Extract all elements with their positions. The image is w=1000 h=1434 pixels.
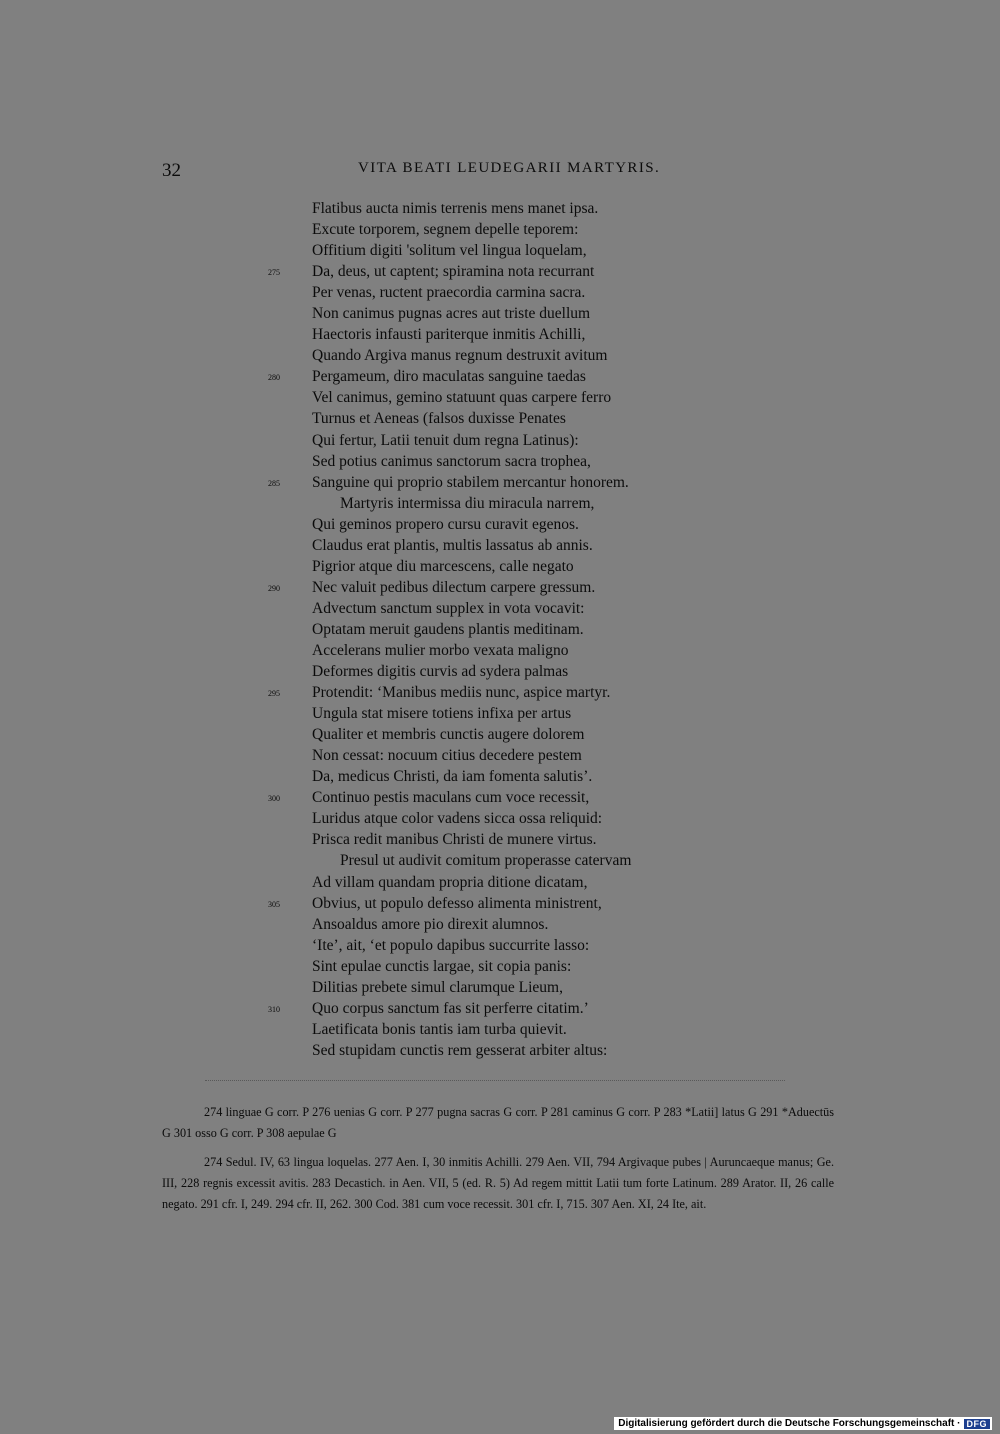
verse-line [0, 366, 1000, 387]
verse-text: Excute torporem, segnem depelle teporem: [312, 221, 579, 239]
verse-text: Presul ut audivit comitum properasse catervam [340, 852, 632, 870]
credit-text: Digitalisierung gefördert durch die Deutsche Forschungsgemeinschaft · [618, 1418, 961, 1429]
poem-verses [0, 198, 1000, 1061]
verse-text: Deformes digitis curvis ad sydera palmas [312, 663, 569, 681]
verse-text: Nec valuit pedibus dilectum carpere gressum. [312, 578, 596, 596]
verse-text: Ad villam quandam propria ditione dicatam, [312, 873, 588, 891]
verse-line [0, 914, 1000, 935]
verse-text: Offitium digiti 'solitum vel lingua loquelam, [312, 242, 587, 260]
line-number: 295 [268, 689, 280, 699]
verse-text: Qui fertur, Latii tenuit dum regna Latinus): [312, 431, 579, 449]
apparatus-criticus [162, 1102, 834, 1144]
verse-text: Sint epulae cunctis largae, sit copia panis: [312, 957, 572, 975]
verse-line [0, 408, 1000, 429]
verse-line [0, 956, 1000, 977]
verse-text: Da, medicus Christi, da iam fomenta salutis’. [312, 768, 593, 786]
page-number: 32 [162, 160, 181, 181]
running-title: VITA BEATI LEUDEGARII MARTYRIS. [358, 160, 661, 176]
verse-text: Da, deus, ut captent; spiramina nota recurrant [312, 263, 595, 281]
verse-line [0, 998, 1000, 1019]
verse-line [0, 577, 1000, 598]
verse-text: Laetificata bonis tantis iam turba quievit. [312, 1020, 567, 1038]
line-number: 285 [268, 478, 280, 488]
verse-line [0, 766, 1000, 787]
verse-text: Qualiter et membris cunctis augere dolorem [312, 726, 585, 744]
verse-text: Prisca redit manibus Christi de munere virtus. [312, 831, 597, 849]
verse-line [0, 324, 1000, 345]
footnote-separator [205, 1080, 785, 1082]
verse-text: Turnus et Aeneas (falsos duxisse Penates [312, 410, 566, 428]
line-number: 280 [268, 373, 280, 383]
digitization-credit [614, 1417, 992, 1430]
verse-line [0, 619, 1000, 640]
verse-text: Non canimus pugnas acres aut triste duellum [312, 305, 591, 323]
verse-line [0, 514, 1000, 535]
apparatus-fontium-text: 274 Sedul. IV, 63 lingua loquelas. 277 Aen. I, 30 inmitis Achilli. 279 Aen. VII, 794 Argivaque pubes | Auruncaeque manus; Ge. III, 228 regnis excessit avitis. 283 Decastich. in Aen. VII, 5 (ed. R. 5) Ad regem mittit Latii tum forte Latinum. 289 Arator. II, 26 calle negato. 291 cfr. I, 249. 294 cfr. II, 262. 300 Cod. 381 cum voce recessit. 301 cfr. I, 715. 307 Aen. XI, 24 Ite, ait. [162, 1155, 834, 1211]
line-number: 290 [268, 583, 280, 593]
verse-line [0, 661, 1000, 682]
verse-line [0, 850, 1000, 871]
verse-line [0, 829, 1000, 850]
verse-text: Quando Argiva manus regnum destruxit avitum [312, 347, 608, 365]
verse-text: Continuo pestis maculans cum voce recessit, [312, 789, 590, 807]
verse-text: Per venas, ructent praecordia carmina sacra. [312, 284, 586, 302]
verse-line [0, 745, 1000, 766]
verse-line [0, 451, 1000, 472]
verse-text: Obvius, ut populo defesso alimenta ministrent, [312, 894, 602, 912]
apparatus-criticus-text: 274 linguae G corr. P 276 uenias G corr. P 277 pugna sacras G corr. P 281 caminus G corr. P 283 *Latii] latus G 291 *Aduectūs G 301 osso G corr. P 308 aepulae G [162, 1105, 834, 1140]
verse-line [0, 198, 1000, 219]
verse-line [0, 935, 1000, 956]
verse-line [0, 472, 1000, 493]
verse-line [0, 535, 1000, 556]
verse-line [0, 977, 1000, 998]
verse-line [0, 493, 1000, 514]
line-number: 275 [268, 268, 280, 278]
verse-line [0, 703, 1000, 724]
verse-text: Pigrior atque diu marcescens, calle negato [312, 557, 574, 575]
line-number: 305 [268, 899, 280, 909]
verse-line [0, 724, 1000, 745]
verse-line [0, 556, 1000, 577]
verse-text: Flatibus aucta nimis terrenis mens manet ipsa. [312, 200, 599, 217]
verse-line [0, 1019, 1000, 1040]
verse-text: Ungula stat misere totiens infixa per artus [312, 705, 572, 723]
verse-text: Haectoris infausti pariterque inmitis Achilli, [312, 326, 586, 344]
verse-line [0, 261, 1000, 282]
verse-text: ‘Ite’, ait, ‘et populo dapibus succurrite lasso: [312, 936, 590, 954]
verse-text: Claudus erat plantis, multis lassatus ab annis. [312, 536, 593, 554]
dfg-logo: DFG [964, 1419, 991, 1429]
verse-line [0, 640, 1000, 661]
verse-text: Sed potius canimus sanctorum sacra trophea, [312, 452, 591, 470]
verse-text: Vel canimus, gemino statuunt quas carpere ferro [312, 389, 612, 407]
verse-text: Qui geminos propero cursu curavit egenos. [312, 515, 579, 533]
line-number: 300 [268, 794, 280, 804]
verse-text: Optatam meruit gaudens plantis meditinam. [312, 620, 584, 638]
verse-text: Pergameum, diro maculatas sanguine taedas [312, 368, 586, 386]
verse-line [0, 598, 1000, 619]
verse-line [0, 303, 1000, 324]
verse-line [0, 1040, 1000, 1061]
verse-line [0, 282, 1000, 303]
verse-text: Non cessat: nocuum citius decedere pestem [312, 747, 582, 765]
verse-text: Ansoaldus amore pio direxit alumnos. [312, 915, 549, 933]
verse-line [0, 787, 1000, 808]
verse-line [0, 872, 1000, 893]
verse-text: Sed stupidam cunctis rem gesserat arbiter altus: [312, 1041, 608, 1059]
verse-text: Quo corpus sanctum fas sit perferre citatim.’ [312, 999, 589, 1017]
verse-line [0, 345, 1000, 366]
verse-text: Accelerans mulier morbo vexata maligno [312, 641, 569, 659]
verse-text: Protendit: ‘Manibus mediis nunc, aspice martyr. [312, 684, 611, 702]
verse-text: Advectum sanctum supplex in vota vocavit: [312, 599, 585, 617]
verse-line [0, 893, 1000, 914]
verse-text: Luridus atque color vadens sicca ossa reliquid: [312, 810, 603, 828]
verse-line [0, 219, 1000, 240]
verse-text: Sanguine qui proprio stabilem mercantur honorem. [312, 473, 629, 491]
verse-line [0, 387, 1000, 408]
verse-text: Martyris intermissa diu miracula narrem, [340, 494, 595, 512]
verse-line [0, 808, 1000, 829]
verse-text: Dilitias prebete simul clarumque Lieum, [312, 978, 563, 996]
verse-line [0, 430, 1000, 451]
verse-line [0, 682, 1000, 703]
apparatus-fontium [162, 1152, 834, 1215]
line-number: 310 [268, 1004, 280, 1014]
verse-line [0, 240, 1000, 261]
